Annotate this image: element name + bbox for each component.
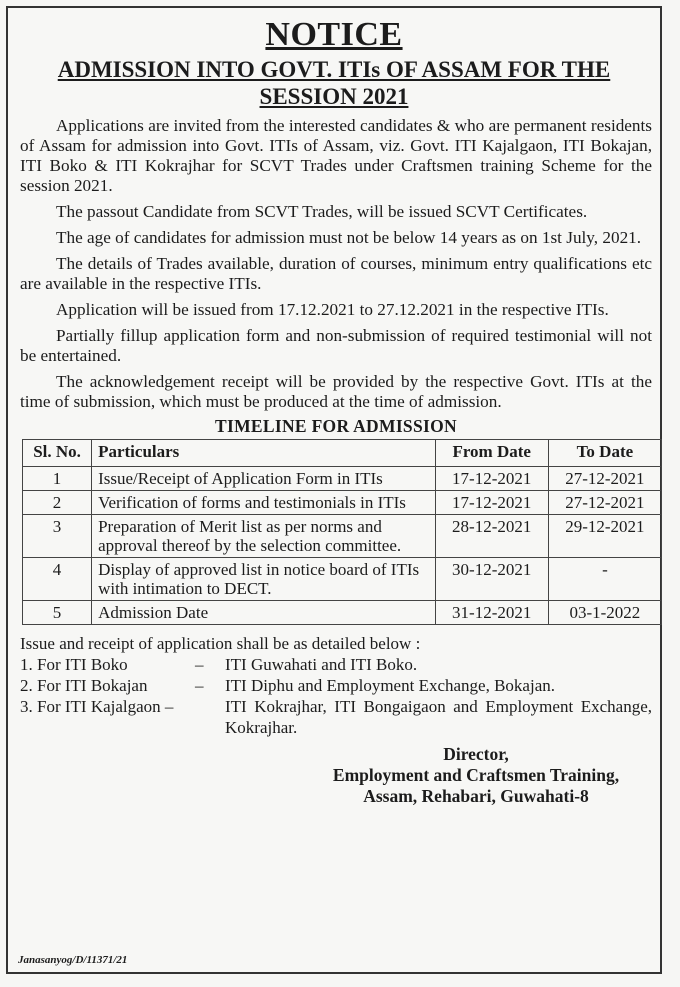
table-row [23, 491, 662, 515]
cell-sl-no: 4 [23, 558, 92, 601]
paragraph: The passout Candidate from SCVT Trades, will be issued SCVT Certificates. [56, 202, 588, 221]
table-row [23, 515, 662, 558]
issue-intro: Issue and receipt of application shall be as detailed below : [20, 634, 421, 653]
signature-department: Employment and Craftsmen Training, [332, 765, 620, 785]
table-header-row [23, 440, 662, 467]
cell-sl-no: 5 [23, 601, 92, 625]
issue-item [20, 696, 652, 738]
timeline-table [22, 439, 662, 625]
header-from-date: From Date [435, 440, 548, 467]
cell-particulars: Admission Date [92, 601, 436, 625]
signature-address: Assam, Rehabari, Guwahati-8 [363, 786, 589, 806]
cell-particulars: Verification of forms and testimonials in ITIs [92, 491, 436, 515]
cell-from-date: 30-12-2021 [435, 558, 548, 601]
issue-item-label: 1. For ITI Boko [20, 655, 128, 674]
cell-particulars: Issue/Receipt of Application Form in ITIs [92, 467, 436, 491]
issue-item-label: 2. For ITI Bokajan [20, 676, 148, 695]
issue-section [20, 633, 652, 738]
notice-frame [6, 6, 662, 974]
paragraph: Partially fillup application form and non-submission of required testimonial will not be entertained. [20, 326, 652, 365]
issue-item-label: 3. For ITI Kajalgaon – [20, 697, 174, 716]
cell-from-date: 17-12-2021 [435, 491, 548, 515]
paragraph: Application will be issued from 17.12.2021 to 27.12.2021 in the respective ITIs. [56, 300, 609, 319]
notice-body [8, 116, 660, 807]
issue-item-dash: – [195, 676, 204, 695]
cell-to-date: 27-12-2021 [548, 467, 661, 491]
cell-to-date: 27-12-2021 [548, 491, 661, 515]
cell-from-date: 28-12-2021 [435, 515, 548, 558]
paragraph: The age of candidates for admission must not be below 14 years as on 1st July, 2021. [56, 228, 642, 247]
issue-item [20, 654, 652, 675]
cell-sl-no: 2 [23, 491, 92, 515]
notice-title: NOTICE [265, 16, 403, 53]
cell-sl-no: 1 [23, 467, 92, 491]
issue-item-dash: – [195, 655, 204, 674]
header-sl-no: Sl. No. [23, 440, 92, 467]
reference-number: Janasanyog/D/11371/21 [18, 954, 128, 966]
signature-block [20, 744, 652, 807]
issue-item-value: ITI Guwahati and ITI Boko. [225, 655, 418, 674]
table-row [23, 558, 662, 601]
paragraph: The details of Trades available, duration of courses, minimum entry qualifications etc are available in the respective ITIs. [20, 254, 652, 293]
header-to-date: To Date [548, 440, 661, 467]
timeline-title: TIMELINE FOR ADMISSION [215, 416, 457, 436]
cell-particulars: Display of approved list in notice board of ITIs with intimation to DECT. [92, 558, 436, 601]
issue-item [20, 675, 652, 696]
cell-sl-no: 3 [23, 515, 92, 558]
cell-to-date: 29-12-2021 [548, 515, 661, 558]
notice-subtitle: ADMISSION INTO GOVT. ITIs OF ASSAM FOR THE SESSION 2021 [57, 57, 611, 109]
paragraph: The acknowledgement receipt will be provided by the respective Govt. ITIs at the time of submission, which must be produced at the time of admission. [20, 372, 652, 411]
cell-to-date: 03-1-2022 [548, 601, 661, 625]
cell-from-date: 17-12-2021 [435, 467, 548, 491]
signature-title: Director, [443, 744, 509, 764]
issue-item-value: ITI Kokrajhar, ITI Bongaigaon and Employment Exchange, Kokrajhar. [225, 697, 652, 737]
issue-item-value: ITI Diphu and Employment Exchange, Bokajan. [225, 676, 555, 695]
header-particulars: Particulars [92, 440, 436, 467]
cell-to-date: - [548, 558, 661, 601]
paragraph: Applications are invited from the interested candidates & who are permanent residents of Assam for admission into Govt. ITIs of Assam, viz. Govt. ITI Kajalgaon, ITI Bokajan, ITI Boko & ITI Kokrajhar for SCVT Trades under Craftsmen training Scheme for the session 2021. [20, 116, 652, 195]
cell-from-date: 31-12-2021 [435, 601, 548, 625]
table-row [23, 601, 662, 625]
cell-particulars: Preparation of Merit list as per norms and approval thereof by the selection committee. [92, 515, 436, 558]
table-row [23, 467, 662, 491]
